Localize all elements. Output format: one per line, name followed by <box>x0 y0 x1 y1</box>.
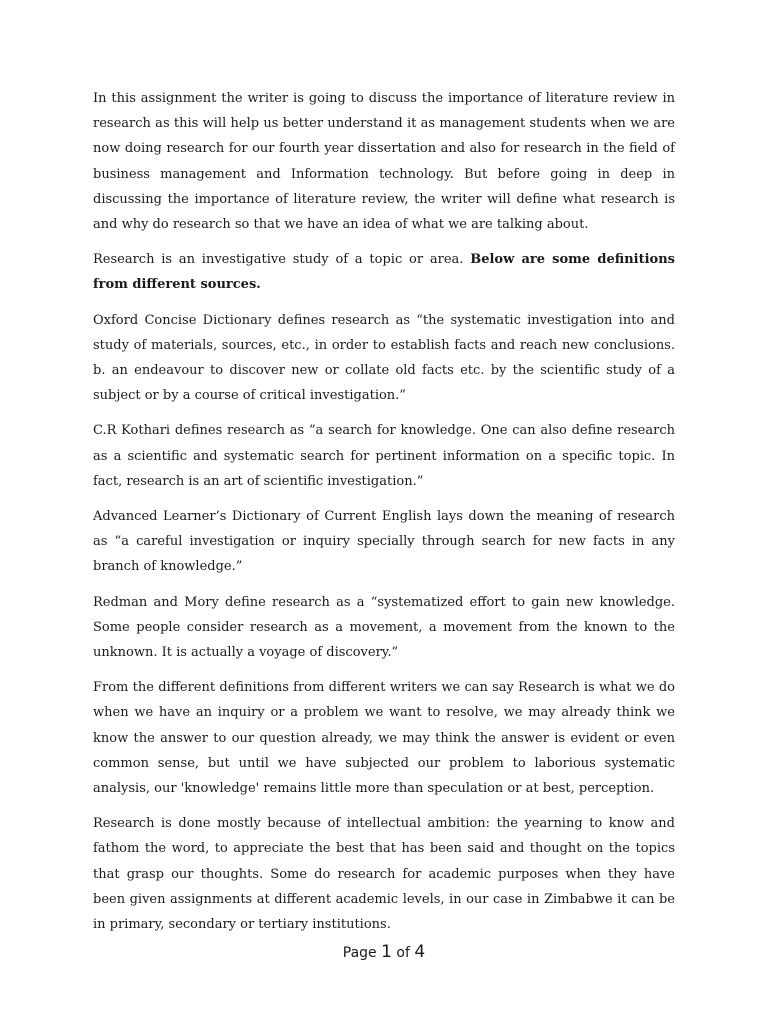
paragraph-research-definition: Research is an investigative study of a topic or area. Below are some definitions from different sources. <box>93 252 675 293</box>
page-label: Page <box>342 945 377 961</box>
document-body <box>93 86 675 947</box>
paragraph-learners-dictionary-definition: Advanced Learner’s Dictionary of Current English lays down the meaning of research as “a careful investigation or inquiry specially through search for new facts in any branch of knowledge.” <box>93 509 675 575</box>
paragraph-kothari-definition: C.R Kothari defines research as “a search for knowledge. One can also define research as a scientific and systematic search for pertinent information on a specific topic. In fact, research is an art of scientific investigation.” <box>93 423 675 489</box>
paragraph-summary: From the different definitions from different writers we can say Research is what we do when we have an inquiry or a problem we want to resolve, we may already think we know the answer to our question already, we may think the answer is evident or even common sense, but until we have subjected our problem to laborious systematic analysis, our 'knowledge' remains little more than speculation or at best, perception. <box>93 680 675 797</box>
bold-text: Below are some definitions from different sources. <box>93 252 675 293</box>
paragraph-redman-mory-definition: Redman and Mory define research as a “systematized effort to gain new knowledge. Some people consider research as a movement, a movement from the known to the unknown. It is actually a voyage of discovery.” <box>93 594 675 661</box>
paragraph-why-research: Research is done mostly because of intellectual ambition: the yearning to know and fathom the word, to appreciate the best that has been said and thought on the topics that grasp our thoughts. Some do research for academic purposes when they have been given assignments at different academic levels, in our case in Zimbabwe it can be in primary, secondary or tertiary institutions. <box>93 816 675 933</box>
paragraph-oxford-definition: Oxford Concise Dictionary defines research as “the systematic investigation into and study of materials, sources, etc., in order to establish facts and reach new conclusions. b. an endeavour to discover new or collate old facts etc. by the scientific study of a subject or by a course of critical investigation.” <box>93 312 675 404</box>
current-page-number: 1 <box>381 942 392 962</box>
total-page-count: 4 <box>414 942 426 962</box>
paragraph-intro: In this assignment the writer is going to discuss the importance of literature review in research as this will help us better understand it as management students when we are now doing research for our fourth year dissertation and also for research in the field of business management and Information technology. But before going in deep in discussing the importance of literature review, the writer will define what research is and why do research so that we have an idea of what we are talking about. <box>93 91 675 233</box>
page-footer <box>0 942 768 962</box>
of-label: of <box>396 945 410 961</box>
